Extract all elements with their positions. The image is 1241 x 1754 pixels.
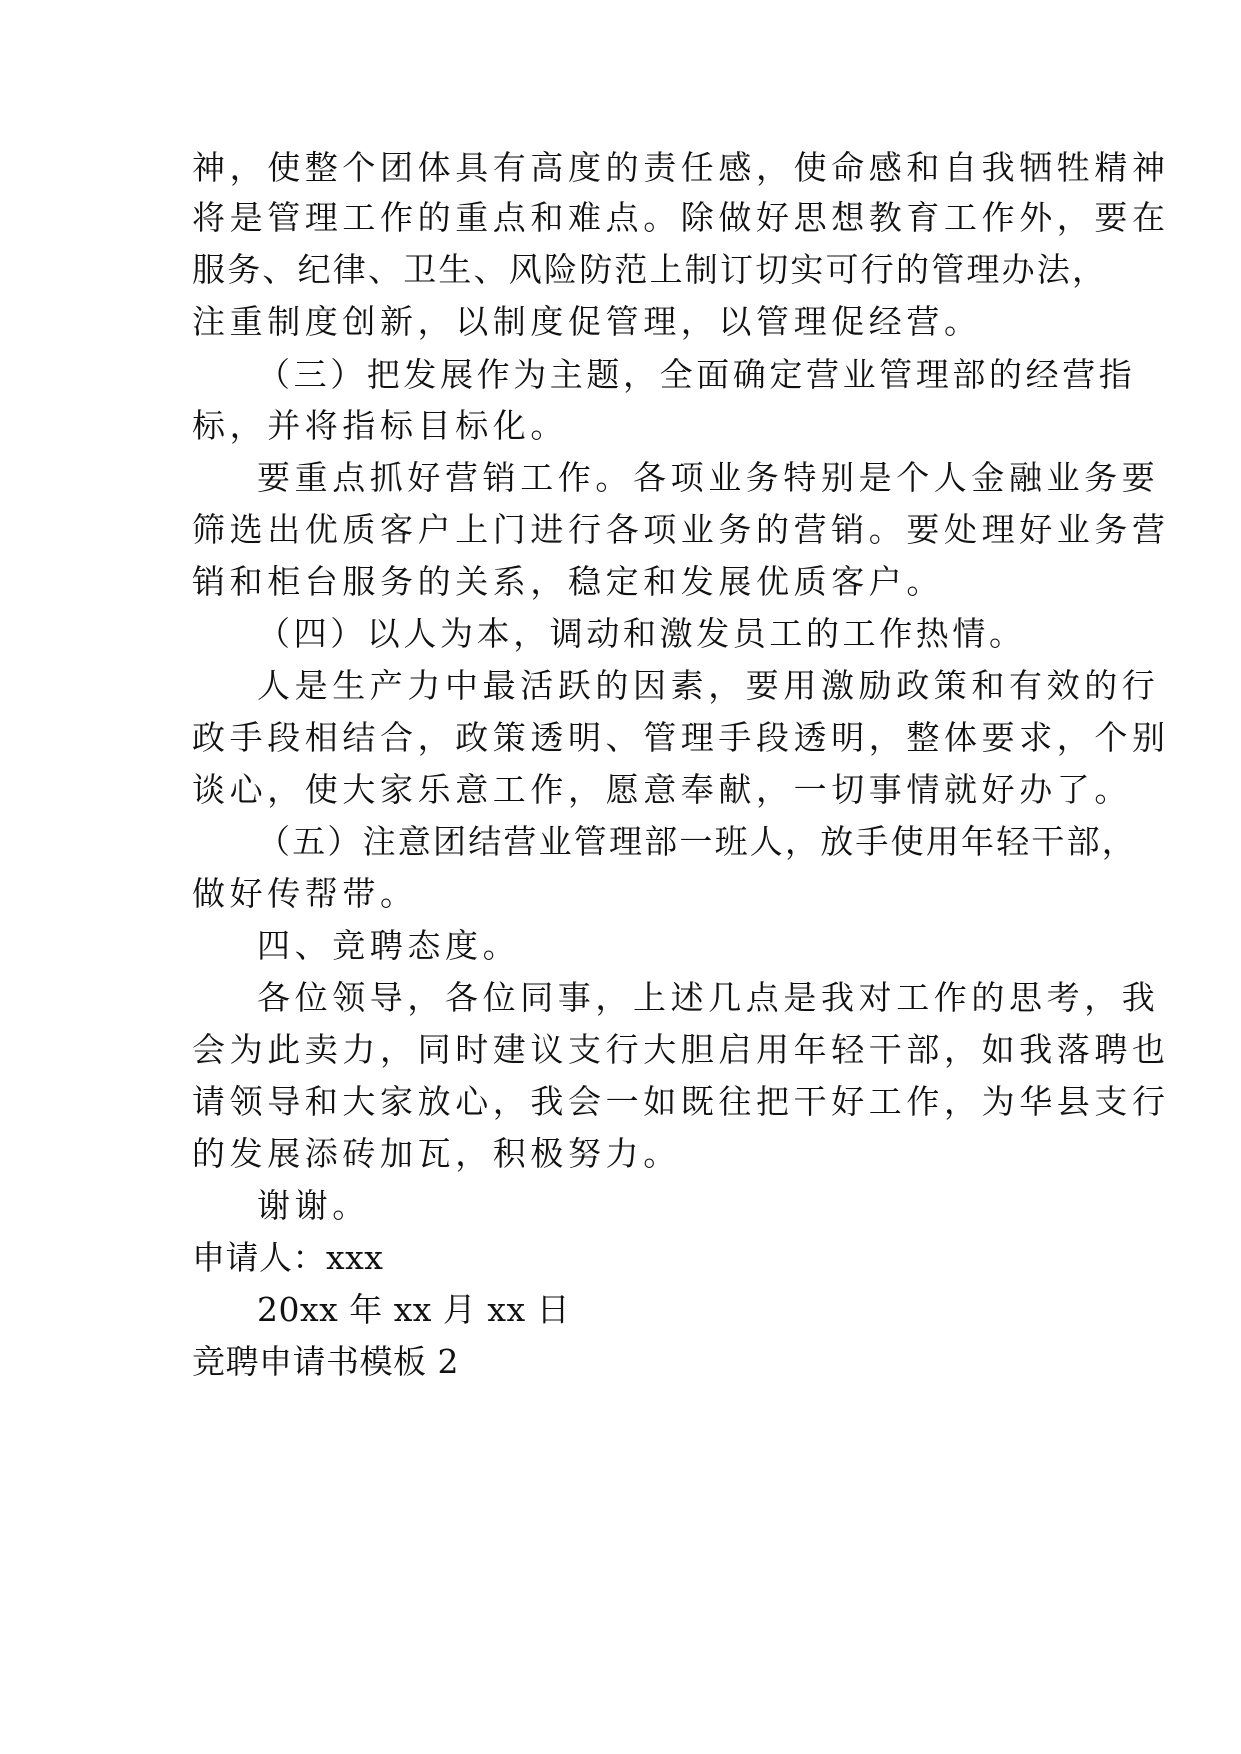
date-line: 20xx 年 xx 月 xx 日 <box>257 1290 571 1329</box>
paragraph-line: 请领导和大家放心，我会一如既往把干好工作，为华县支行 <box>192 1082 1170 1121</box>
template-title: 竞聘申请书模板 2 <box>192 1342 459 1381</box>
paragraph-line: 服务、纪律、卫生、风险防范上制订切实可行的管理办法， <box>192 250 1108 289</box>
paragraph-line: 注重制度创新，以制度促管理，以管理促经营。 <box>192 302 982 341</box>
paragraph-line: 筛选出优质客户上门进行各项业务的营销。要处理好业务营 <box>192 510 1170 549</box>
paragraph-line: 神，使整个团体具有高度的责任感，使命感和自我牺牲精神 <box>192 148 1170 187</box>
paragraph-line: 谈心，使大家乐意工作，愿意奉献，一切事情就好办了。 <box>192 770 1132 809</box>
paragraph-line: 人是生产力中最活跃的因素，要用激励政策和有效的行 <box>257 666 1160 705</box>
paragraph-line: 将是管理工作的重点和难点。除做好思想教育工作外，要在 <box>192 198 1170 237</box>
paragraph-line: 的发展添砖加瓦，积极努力。 <box>192 1134 681 1173</box>
paragraph-line: 做好传帮带。 <box>192 874 418 913</box>
closing-thanks: 谢谢。 <box>257 1186 370 1225</box>
applicant-line: 申请人：xxx <box>192 1238 384 1277</box>
section-heading-4: （四）以人为本，调动和激发员工的工作热情。 <box>257 614 1026 653</box>
section-heading-3: （三）把发展作为主题，全面确定营业管理部的经营指 <box>257 355 1136 394</box>
paragraph-line: 销和柜台服务的关系，稳定和发展优质客户。 <box>192 562 944 601</box>
section-heading-5: （五）注意团结营业管理部一班人，放手使用年轻干部， <box>257 822 1137 861</box>
paragraph-line: 会为此卖力，同时建议支行大胆启用年轻干部，如我落聘也 <box>192 1030 1170 1069</box>
paragraph-line: 要重点抓好营销工作。各项业务特别是个人金融业务要 <box>257 458 1160 497</box>
paragraph-line: 政手段相结合，政策透明、管理手段透明，整体要求，个别 <box>192 718 1170 757</box>
paragraph-line: 标，并将指标目标化。 <box>192 406 568 445</box>
section-heading-four: 四、竞聘态度。 <box>257 926 521 965</box>
paragraph-line: 各位领导，各位同事，上述几点是我对工作的思考，我 <box>257 978 1160 1017</box>
